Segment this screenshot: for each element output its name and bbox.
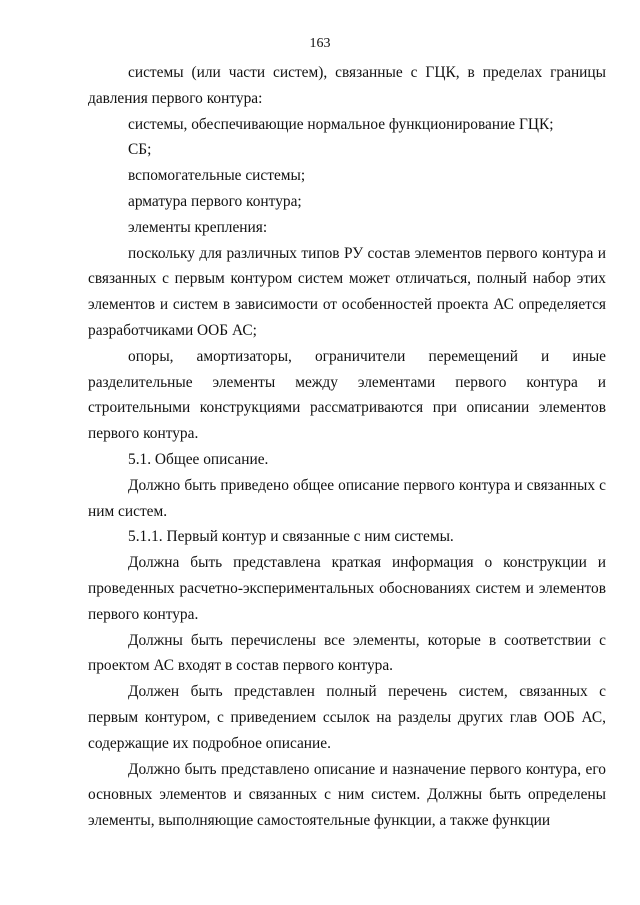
paragraph: опоры, амортизаторы, ограничители перемещений и иные разделительные элементы между элементами первого контура и строительными конструкциями рассматриваются при описании элементов первого контура. [88,347,606,443]
document-body [88,60,606,834]
paragraph: арматура первого контура; [128,192,302,210]
paragraph: СБ; [128,141,152,159]
paragraph: поскольку для различных типов РУ состав элементов первого контура и связанных с первым контуром систем может отличаться, полный набор этих элементов и систем в зависимости от особенностей проекта АС определяется разработчиками ООБ АС; [88,244,606,339]
paragraph: системы (или части систем), связанные с ГЦК, в пределах границы давления первого контура: [88,64,606,107]
paragraph: Должен быть представлен полный перечень систем, связанных с первым контуром, с приведением ссылок на разделы других глав ООБ АС, содержащие их подробное описание. [88,683,606,752]
paragraph: системы, обеспечивающие нормальное функционирование ГЦК; [128,115,554,133]
paragraph: элементы крепления: [128,218,268,236]
subsection-heading: 5.1.1. Первый контур и связанные с ним системы. [128,528,454,546]
paragraph: Должно быть приведено общее описание первого контура и связанных с ним систем. [88,476,606,520]
paragraph: Должно быть представлено описание и назначение первого контура, его основных элементов и связанных с ним систем. Должны быть определены элементы, выполняющие самостоятельные функции, а также функции [88,760,606,830]
paragraph: вспомогательные системы; [128,167,306,185]
section-heading: 5.1. Общее описание. [128,450,269,468]
paragraph: Должна быть представлена краткая информация о конструкции и проведенных расчетно-экспериментальных обоснованиях систем и элементов первого контура. [88,554,606,623]
page-number: 163 [309,36,331,51]
paragraph: Должны быть перечислены все элементы, которые в соответствии с проектом АС входят в состав первого контура. [88,631,606,675]
